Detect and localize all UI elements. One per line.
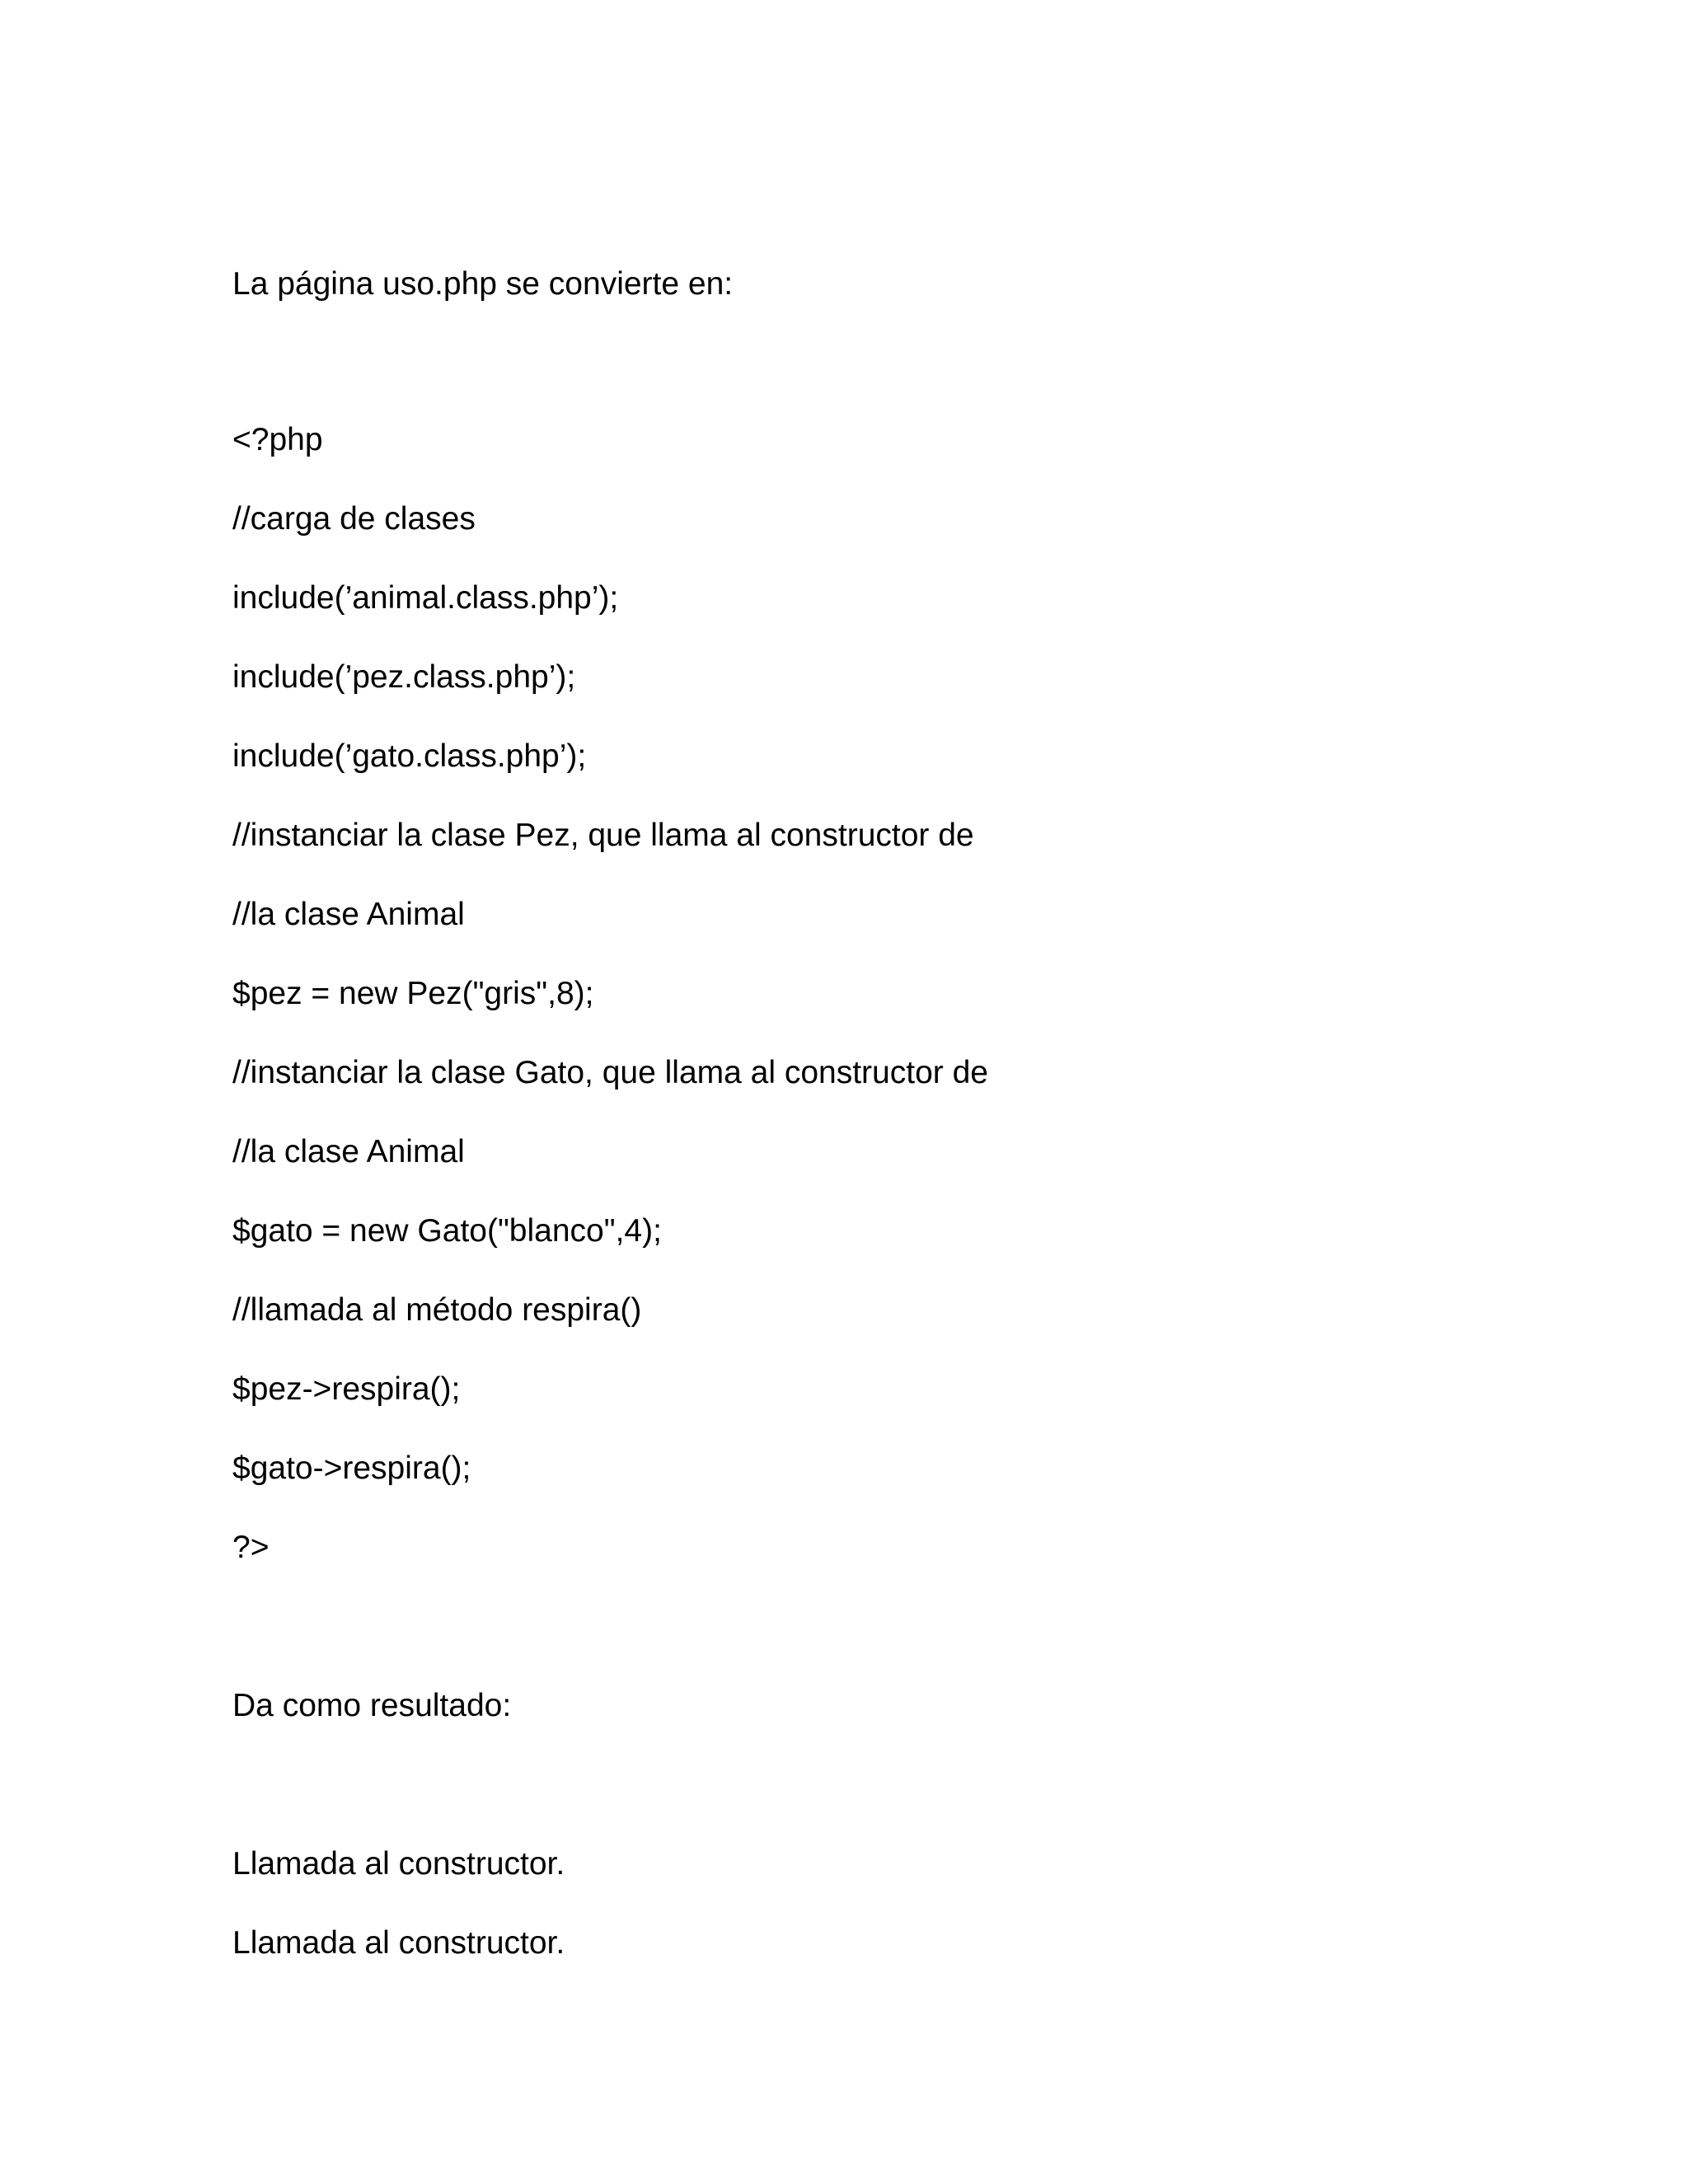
output-line: Llamada al constructor. [232, 1846, 565, 1882]
code-line: //llamada al método respira() [232, 1292, 642, 1328]
code-line: $pez = new Pez("gris",8); [232, 976, 594, 1011]
code-line: $pez->respira(); [232, 1371, 461, 1407]
intro-paragraph: La página uso.php se convierte en: [232, 266, 734, 302]
output-line: Llamada al constructor. [232, 1925, 565, 1961]
result-label: Da como resultado: [232, 1688, 512, 1723]
code-line: <?php [232, 422, 323, 457]
code-line: $gato->respira(); [232, 1451, 471, 1486]
code-line: include(’pez.class.php’); [232, 659, 576, 695]
code-line: //instanciar la clase Pez, que llama al constructor de [232, 818, 974, 853]
code-line: //instanciar la clase Gato, que llama al constructor de [232, 1055, 988, 1090]
code-line: //la clase Animal [232, 897, 465, 932]
code-line: //carga de clases [232, 501, 476, 537]
document-body [232, 265, 1469, 2004]
code-line: //la clase Animal [232, 1134, 465, 1169]
output-block [232, 1845, 1469, 1961]
code-line: ?> [232, 1530, 270, 1565]
code-block [232, 421, 1469, 1566]
code-line: include(’animal.class.php’); [232, 580, 619, 616]
code-line: $gato = new Gato("blanco",4); [232, 1213, 662, 1249]
code-line: include(’gato.class.php’); [232, 738, 587, 774]
